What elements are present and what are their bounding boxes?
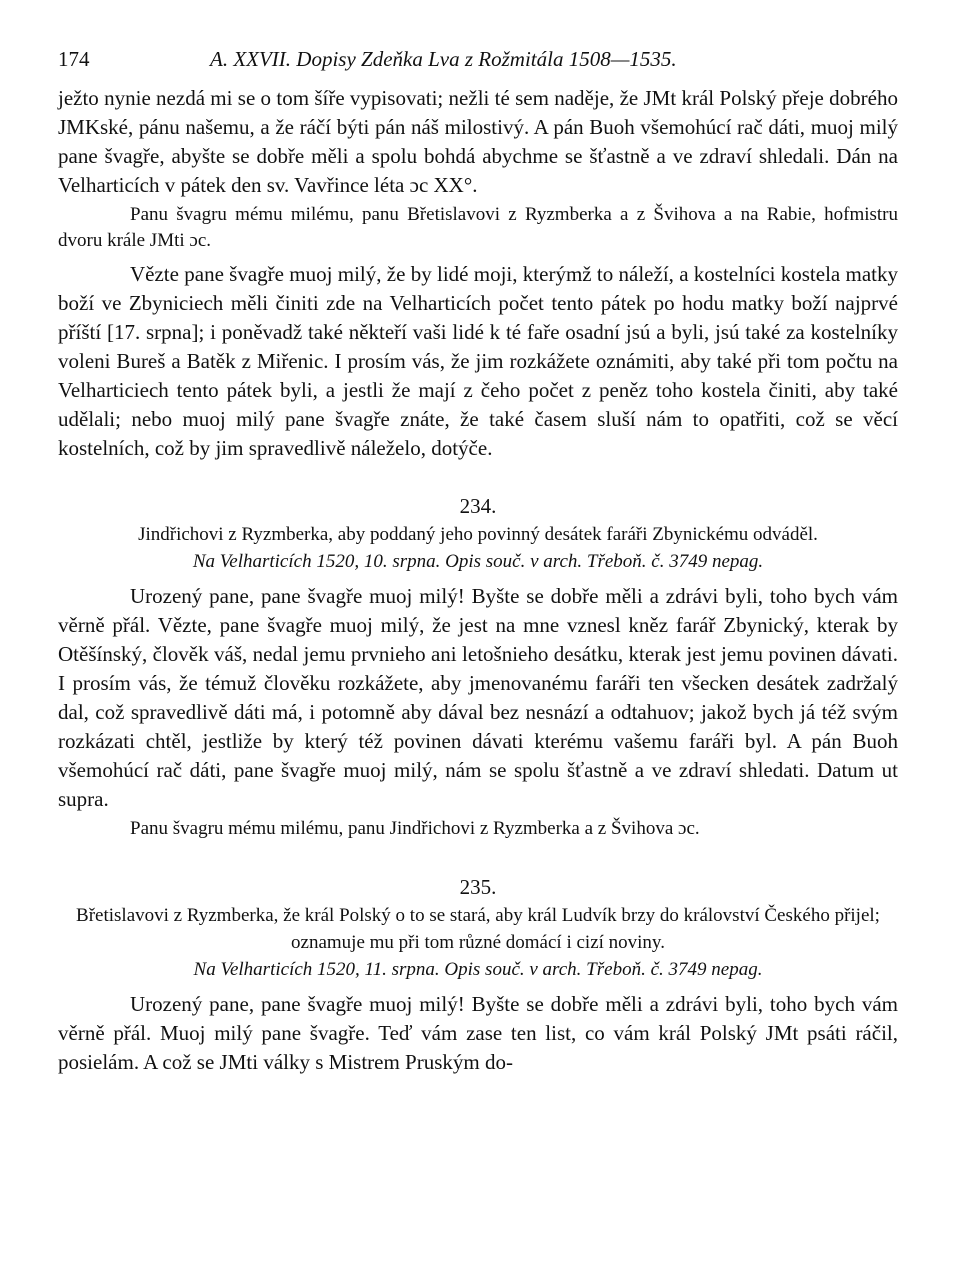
letter-234-address: Panu švagru mému milému, panu Jindřichovi z Ryzmberka a z Švihova ɔc. xyxy=(130,818,700,839)
letter-234-summary: Jindřichovi z Ryzmberka, aby poddaný jeho povinný desátek faráři Zbynickému odváděl. xyxy=(138,524,818,545)
letter-233-text: ježto nynie nezdá mi se o tom šíře vypisovati; nežli té sem naděje, že JMt král Polský přeje dobrého JMKské, pánu našemu, a že ráčí býti pán náš milostivý. A pán Buoh všemohúcí rač dáti, muoj milý pane švagře, abyšte se dobře měli a spolu bohdá abychme se šťastně a ve zdraví shledali. Dán na Velharticích v pátek den sv. Vavřince léta ɔc XX°. xyxy=(58,86,898,197)
page-header xyxy=(58,44,898,84)
page-number: 174 xyxy=(58,47,90,71)
running-title: A. XXVII. Dopisy Zdeňka Lva z Rožmitála 1508—1535. xyxy=(210,47,677,71)
letter-233-continuation xyxy=(58,84,898,463)
letter-234 xyxy=(58,491,898,842)
letter-234-source: Na Velharticích 1520, 10. srpna. Opis souč. v arch. Třeboň. č. 3749 nepag. xyxy=(192,551,764,572)
document-page xyxy=(58,44,898,1077)
letter-235-source: Na Velharticích 1520, 11. srpna. Opis souč. v arch. Třeboň. č. 3749 nepag. xyxy=(193,959,763,980)
letter-235-summary: Břetislavovi z Ryzmberka, že král Polský o to se stará, aby král Ludvík brzy do království Českého přijel; oznamuje mu při tom různé domácí i cizí noviny. xyxy=(76,905,880,953)
letter-235-body: Urozený pane, pane švagře muoj milý! Byšte se dobře měli a zdrávi byli, toho bych vám věrně přál. Muoj milý pane švagře. Teď vám zase ten list, co vám král Polský JMt psáti ráčil, posielám. A což se JMti války s Mistrem Pruským do- xyxy=(58,992,898,1074)
letter-235 xyxy=(58,872,898,1077)
letter-235-number: 235. xyxy=(459,875,497,899)
letter-233-address: Panu švagru mému milému, panu Břetislavovi z Ryzmberka a z Švihova a na Rabie, hofmistru dvoru krále JMti ɔc. xyxy=(58,204,898,251)
letter-234-number: 234. xyxy=(459,494,497,518)
letter-234-body: Urozený pane, pane švagře muoj milý! Byšte se dobře měli a zdrávi byli, toho bych vám věrně přál. Vězte, pane švagře muoj milý, že jest na mne vznesl kněz farář Zbynický, kterak by Otěšínský, člověk váš, nedal jemu prvnieho ani letošnieho desátku, kterak jest jemu povinen dávati. I prosím vás, že témuž člověku rozkážete, aby jmenovanému faráři ten všecken desátek zadržalý dal, což spravedlivě dáti má, i potomně aby dával bez nesnází a odtahuov; jakož bych já též svým rozkázati chtěl, jestliže by který též povinen dávati kterému vašemu faráři byl. A pán Buoh všemohúcí rač dáti, pane švagře muoj milý, nám se spolu šťastně a ve zdraví shledati. Datum ut supra. xyxy=(58,584,898,811)
letter-233-enclosure: Vězte pane švagře muoj milý, že by lidé moji, kterýmž to náleží, a kostelníci kostela matky boží ve Zbyniciech měli činiti zde na Velharticích počet tento pátek po hodu matky boží najprvé příští [17. srpna]; i poněvadž také někteří vaši lidé k té faře osadní jsú a byli, jsú také za kostelníky voleni Bureš a Batěk z Miřenic. I prosím vás, že jim rozkážete oznámiti, aby také při tom počtu na Velharticiech tento pátek byli, a jestli že mají z čeho počet z peněz toho kostela činiti, aby také udělali; nebo muoj milý pane švagře znáte, že také časem sluší nám to opatřiti, což se věcí kostelních, což by jim spravedlivě náleželo, dotýče. xyxy=(58,262,898,460)
